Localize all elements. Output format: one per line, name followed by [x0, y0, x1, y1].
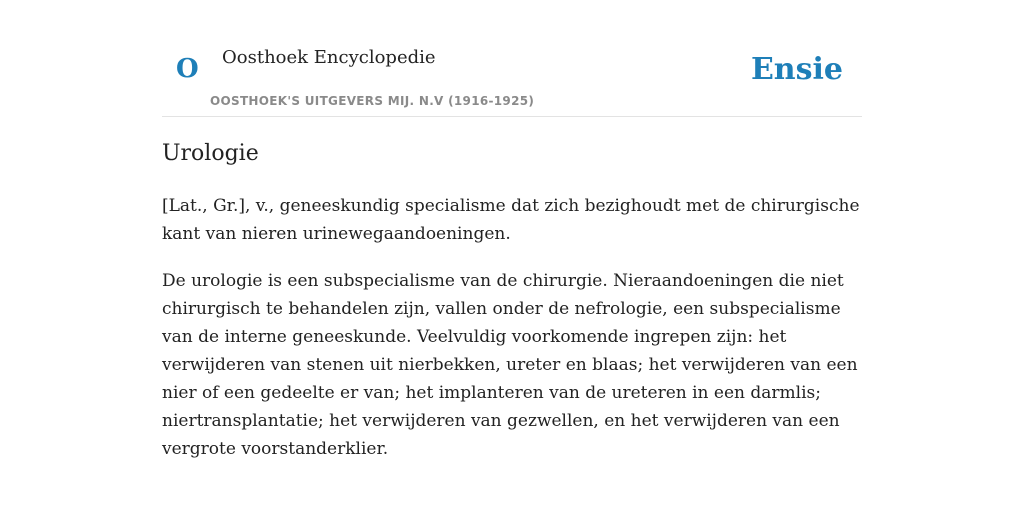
definition-paragraph: [Lat., Gr.], v., geneeskundig specialisme dat zich bezighoudt met de chirurgische kant van nieren urinewegaandoeningen.	[162, 196, 860, 244]
description-paragraph: De urologie is een subspecialisme van de chirurgie. Nieraandoeningen die niet chirurgisch te behandelen zijn, vallen onder de nefrologie, een subspecialisme van de interne geneeskunde. Veelvuldig voorkomende ingrepen zijn: het verwijderen van stenen uit nierbekken, ureter en blaas; het verwijderen van een nier of een gedeelte er van; het implanteren van de ureteren in een darmlis; niertransplantatie; het verwijderen van gezwellen, en het verwijderen van een vergrote voorstanderklier.	[162, 271, 858, 459]
publisher-subtitle: OOSTHOEK'S UITGEVERS MIJ. N.V (1916-1925)	[210, 94, 535, 108]
encyclopedia-logo-letter[interactable]: O	[176, 54, 199, 84]
entry-title: Urologie	[162, 141, 259, 166]
ensie-logo[interactable]: Ensie	[750, 52, 843, 87]
header	[162, 0, 862, 117]
encyclopedia-title-link[interactable]: Oosthoek Encyclopedie	[222, 47, 436, 68]
